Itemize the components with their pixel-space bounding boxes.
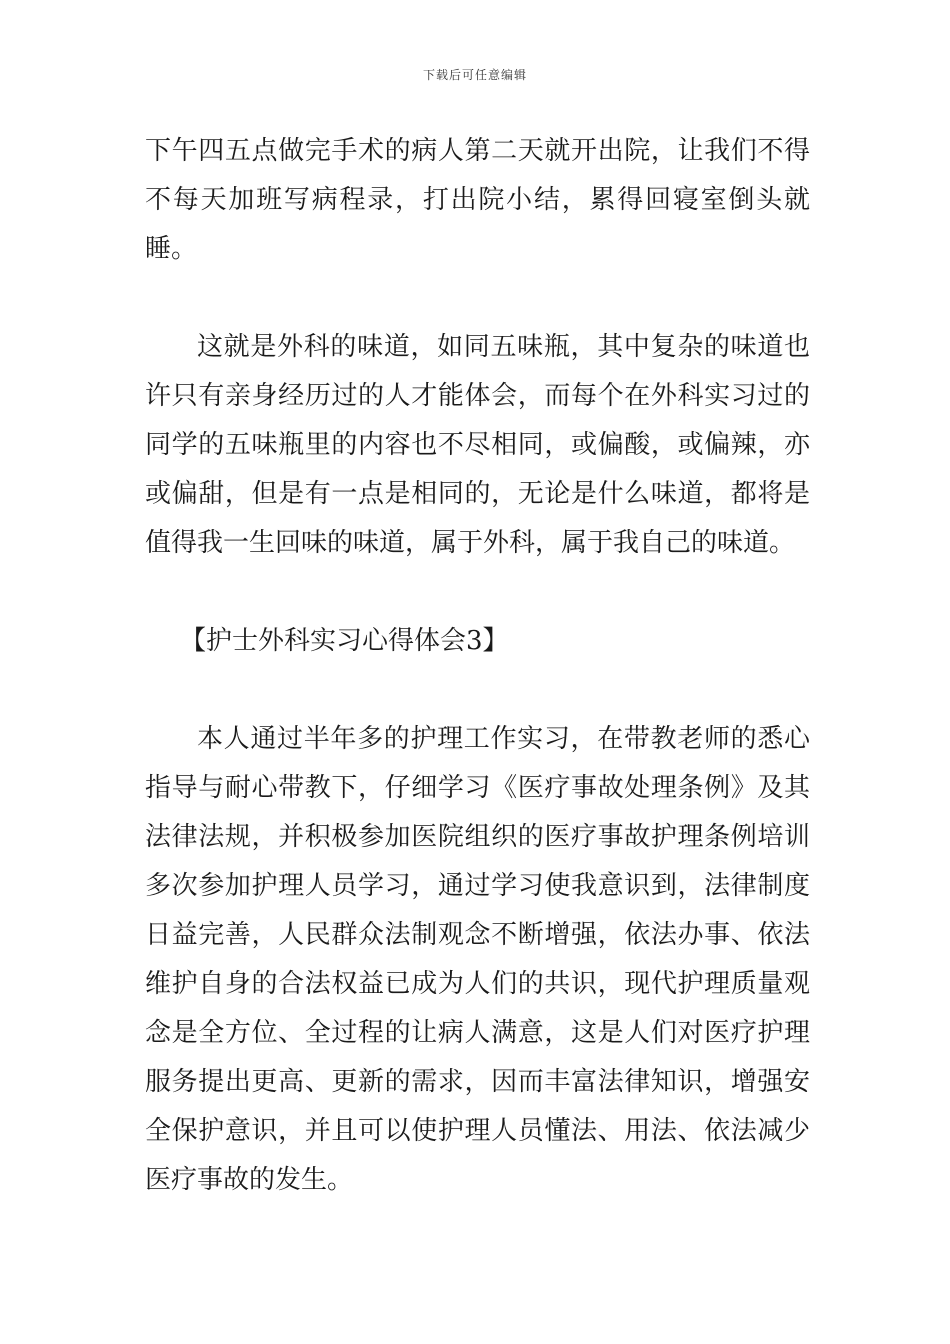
- section-heading: 【护士外科实习心得体会3】: [180, 626, 509, 656]
- paragraph-2: 这就是外科的味道，如同五味瓶，其中复杂的味道也许只有亲身经历过的人才能体会，而每个在外科实习过的同学的五味瓶里的内容也不尽相同，或偏酸，或偏辣，亦或偏甜，但是有一点是相同的，无论是什么味道，都将是值得我一生回味的味道，属于外科，属于我自己的味道。: [145, 332, 810, 558]
- paragraph-3: 本人通过半年多的护理工作实习，在带教老师的悉心指导与耐心带教下，仔细学习《医疗事故处理条例》及其法律法规，并积极参加医院组织的医疗事故护理条例培训多次参加护理人员学习，通过学习使我意识到，法律制度日益完善，人民群众法制观念不断增强，依法办事、依法维护自身的合法权益已成为人们的共识，现代护理质量观念是全方位、全过程的让病人满意，这是人们对医疗护理服务提出更高、更新的需求，因而丰富法律知识，增强安全保护意识，并且可以使护理人员懂法、用法、依法减少医疗事故的发生。: [145, 724, 810, 1195]
- paragraph-gap: [145, 666, 810, 715]
- paragraph-gap: [145, 568, 810, 617]
- paragraph-1: 下午四五点做完手术的病人第二天就开出院，让我们不得不每天加班写病程录，打出院小结，累得回寝室倒头就睡。: [145, 136, 810, 264]
- paragraph-gap: [145, 274, 810, 323]
- document-body: [145, 127, 810, 1205]
- header-note: 下载后可任意编辑: [422, 68, 527, 82]
